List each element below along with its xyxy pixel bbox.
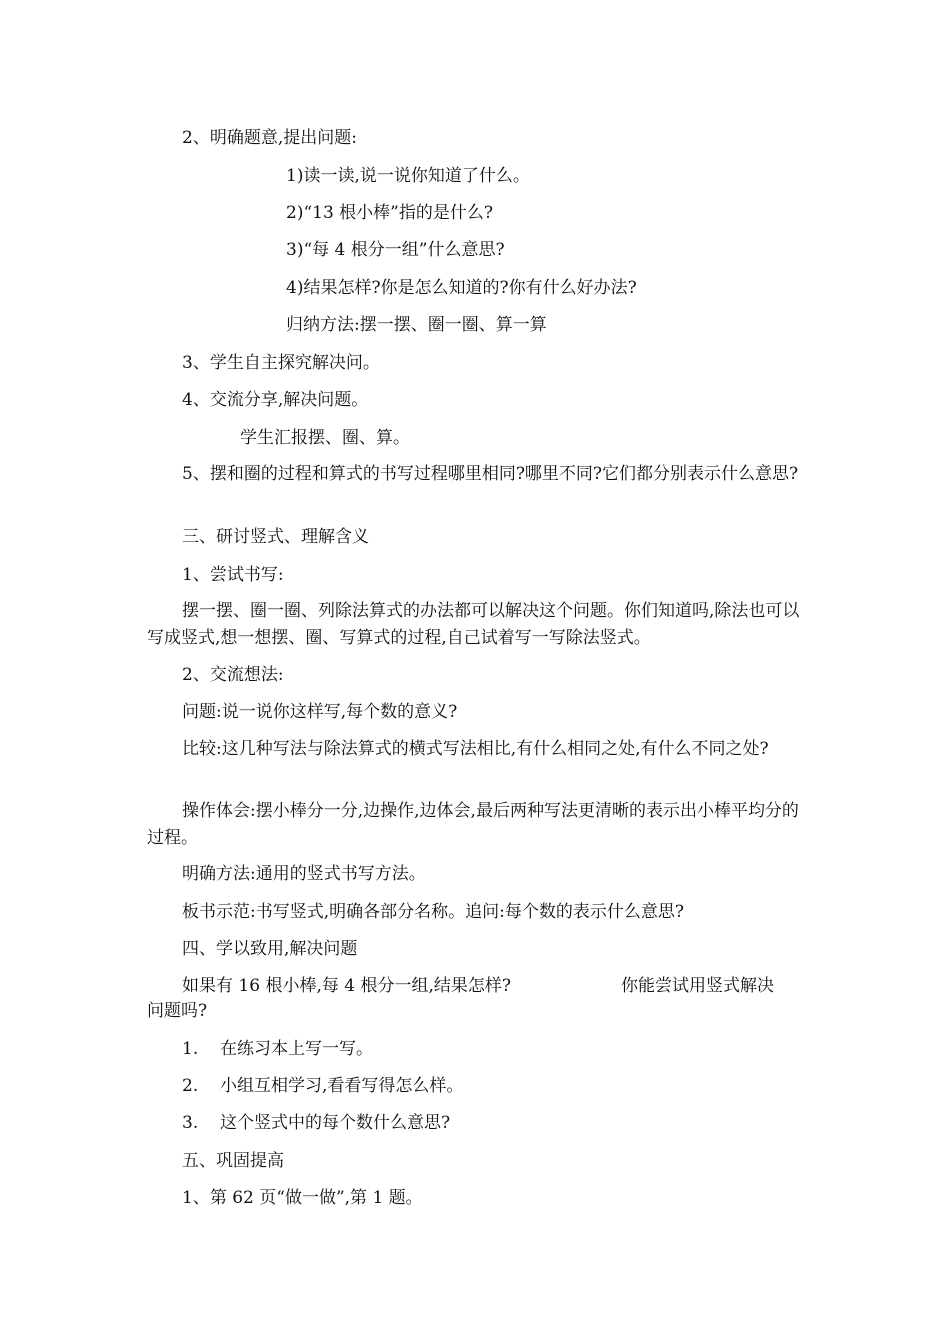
question-line: 问题:说一说你这样写,每个数的意义? bbox=[182, 702, 458, 722]
list-number: 2. bbox=[182, 1076, 199, 1096]
step-4-line: 4、交流分享,解决问题。 bbox=[182, 390, 369, 410]
method-line: 明确方法:通用的竖式书写方法。 bbox=[182, 864, 426, 884]
list-number: 3. bbox=[182, 1113, 199, 1133]
compare-paragraph: 比较:这几种写法与除法算式的横式写法相比,有什么相同之处,有什么不同之处? bbox=[182, 739, 769, 759]
step-2-heading: 2、明确题意,提出问题: bbox=[182, 128, 357, 148]
exchange-ideas-heading: 2、交流想法: bbox=[182, 665, 284, 685]
question-2: 2)“13 根小棒”指的是什么? bbox=[286, 203, 493, 223]
list-item-text: 小组互相学习,看看写得怎么样。 bbox=[220, 1076, 464, 1096]
section-3-heading: 三、研讨竖式、理解含义 bbox=[182, 527, 369, 547]
operation-paragraph: 操作体会:摆小棒分一分,边操作,边体会,最后两种写法更清晰的表示出小棒平均分的过程。 bbox=[147, 801, 799, 848]
question-4: 4)结果怎样?你是怎么知道的?你有什么好办法? bbox=[286, 278, 637, 298]
step-5-paragraph: 5、摆和圈的过程和算式的书写过程哪里相同?哪里不同?它们都分别表示什么意思? bbox=[182, 464, 799, 484]
try-writing-heading: 1、尝试书写: bbox=[182, 565, 284, 585]
student-report-line: 学生汇报摆、圈、算。 bbox=[240, 428, 410, 448]
list-item-text: 在练习本上写一写。 bbox=[220, 1039, 373, 1059]
list-item bbox=[182, 1113, 450, 1133]
practice-question-part-1: 如果有 16 根小棒,每 4 根分一组,结果怎样? bbox=[182, 976, 511, 996]
list-item-text: 这个竖式中的每个数什么意思? bbox=[220, 1113, 451, 1133]
section-5-heading: 五、巩固提高 bbox=[182, 1151, 284, 1171]
practice-question-part-3: 问题吗? bbox=[147, 1001, 208, 1021]
section-4-heading: 四、学以致用,解决问题 bbox=[182, 939, 358, 959]
step-3-line: 3、学生自主探究解决问。 bbox=[182, 353, 380, 373]
question-1: 1)读一读,说一说你知道了什么。 bbox=[286, 166, 530, 186]
method-summary: 归纳方法:摆一摆、圈一圈、算一算 bbox=[286, 315, 547, 335]
list-number: 1. bbox=[182, 1039, 199, 1059]
try-writing-paragraph: 摆一摆、圈一圈、列除法算式的办法都可以解决这个问题。你们知道吗,除法也可以写成竖式,想一想摆、圈、写算式的过程,自己试着写一写除法竖式。 bbox=[147, 601, 800, 648]
list-item bbox=[182, 1039, 373, 1059]
question-3: 3)“每 4 根分一组”什么意思? bbox=[286, 240, 505, 260]
list-item bbox=[182, 1076, 463, 1096]
board-demo-line: 板书示范:书写竖式,明确各部分名称。追问:每个数的表示什么意思? bbox=[182, 902, 684, 922]
practice-question-part-2: 你能尝试用竖式解决 bbox=[621, 976, 774, 996]
exercise-line: 1、第 62 页“做一做”,第 1 题。 bbox=[182, 1188, 423, 1208]
